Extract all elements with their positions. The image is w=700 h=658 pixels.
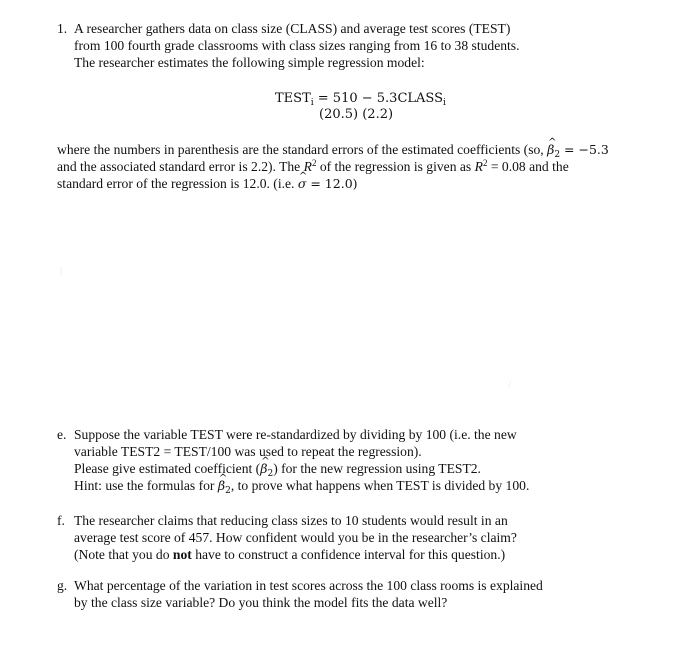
question-number: e. — [57, 427, 67, 442]
question-g — [57, 577, 543, 611]
question-number: 1. — [57, 21, 68, 36]
question-number: g. — [57, 578, 68, 593]
standard-errors-line: (20.5) (2.2) — [319, 107, 394, 122]
explanation-paragraph: where the numbers in parenthesis are the standard errors of the estimated coefficients (so, β $\^{}_2 = -5.3$ and the associated standard error is 2.2). The $R^2$ of the regression is given as $R^2 = 0.08$ and the standard error of the regression is 12.0. (i.e. σ ^ = 12.0) — [57, 141, 609, 192]
question-number: f. — [57, 513, 65, 528]
scan-artifact: | — [60, 264, 63, 276]
r-squared-symbol: $R^2$ — [474, 158, 488, 174]
question-text-line: by the class size variable? Do you think the model fits the data well? — [74, 595, 448, 610]
beta-hat-2-symbol: β $\^{}_2$ — [260, 461, 273, 476]
sigma-hat-symbol: σ ^ — [298, 176, 307, 191]
question-1 — [57, 20, 520, 71]
scan-artifact: / — [508, 379, 512, 391]
question-text-line: The researcher estimates the following simple regression model: — [74, 55, 425, 70]
question-f: f. The researcher claims that reducing class sizes to 10 students would result in an average test score of 457. How confident would you be in the researcher’s claim? (Note that you do not have to construct a confidence interval for this question.) — [57, 513, 517, 562]
question-text-line: What percentage of the variation in test scores across the 100 class rooms is explained — [74, 578, 543, 593]
question-text-line: Suppose the variable TEST were re-standardized by dividing by 100 (i.e. the new — [74, 427, 517, 442]
question-e: e. Suppose the variable TEST were re-standardized by dividing by 100 (i.e. the new variable TEST2 = TEST/100 was used to repeat the regression). Please give estimated coefficient (β $\^{}_2$) for the new regression using TEST2. Hint: use the formulas for β $\^{}_2$, to prove what happens when TEST is divided by 100. — [57, 426, 529, 494]
question-text-line: average test score of 457. How confident would you be in the researcher’s claim? — [74, 530, 517, 545]
question-text-line: A researcher gathers data on class size (CLASS) and average test scores (TEST) — [74, 21, 511, 36]
regression-equation: $TEST_i = 510$ − $5.3CLASS_i$ — [275, 91, 446, 108]
beta-hat-2-symbol: β $\^{}_2$ — [218, 478, 231, 493]
question-text-line: variable TEST2 = TEST/100 was used to repeat the regression). — [74, 444, 422, 459]
question-text-line: The researcher claims that reducing class sizes to 10 students would result in an — [74, 513, 508, 528]
emphasis-not: not — [172, 547, 192, 562]
beta-hat-2-symbol: β $\^{}_2$ — [547, 142, 560, 157]
r-squared-symbol: $R^2$ — [303, 158, 317, 174]
question-text-line: from 100 fourth grade classrooms with class sizes ranging from 16 to 38 students. — [74, 38, 520, 53]
